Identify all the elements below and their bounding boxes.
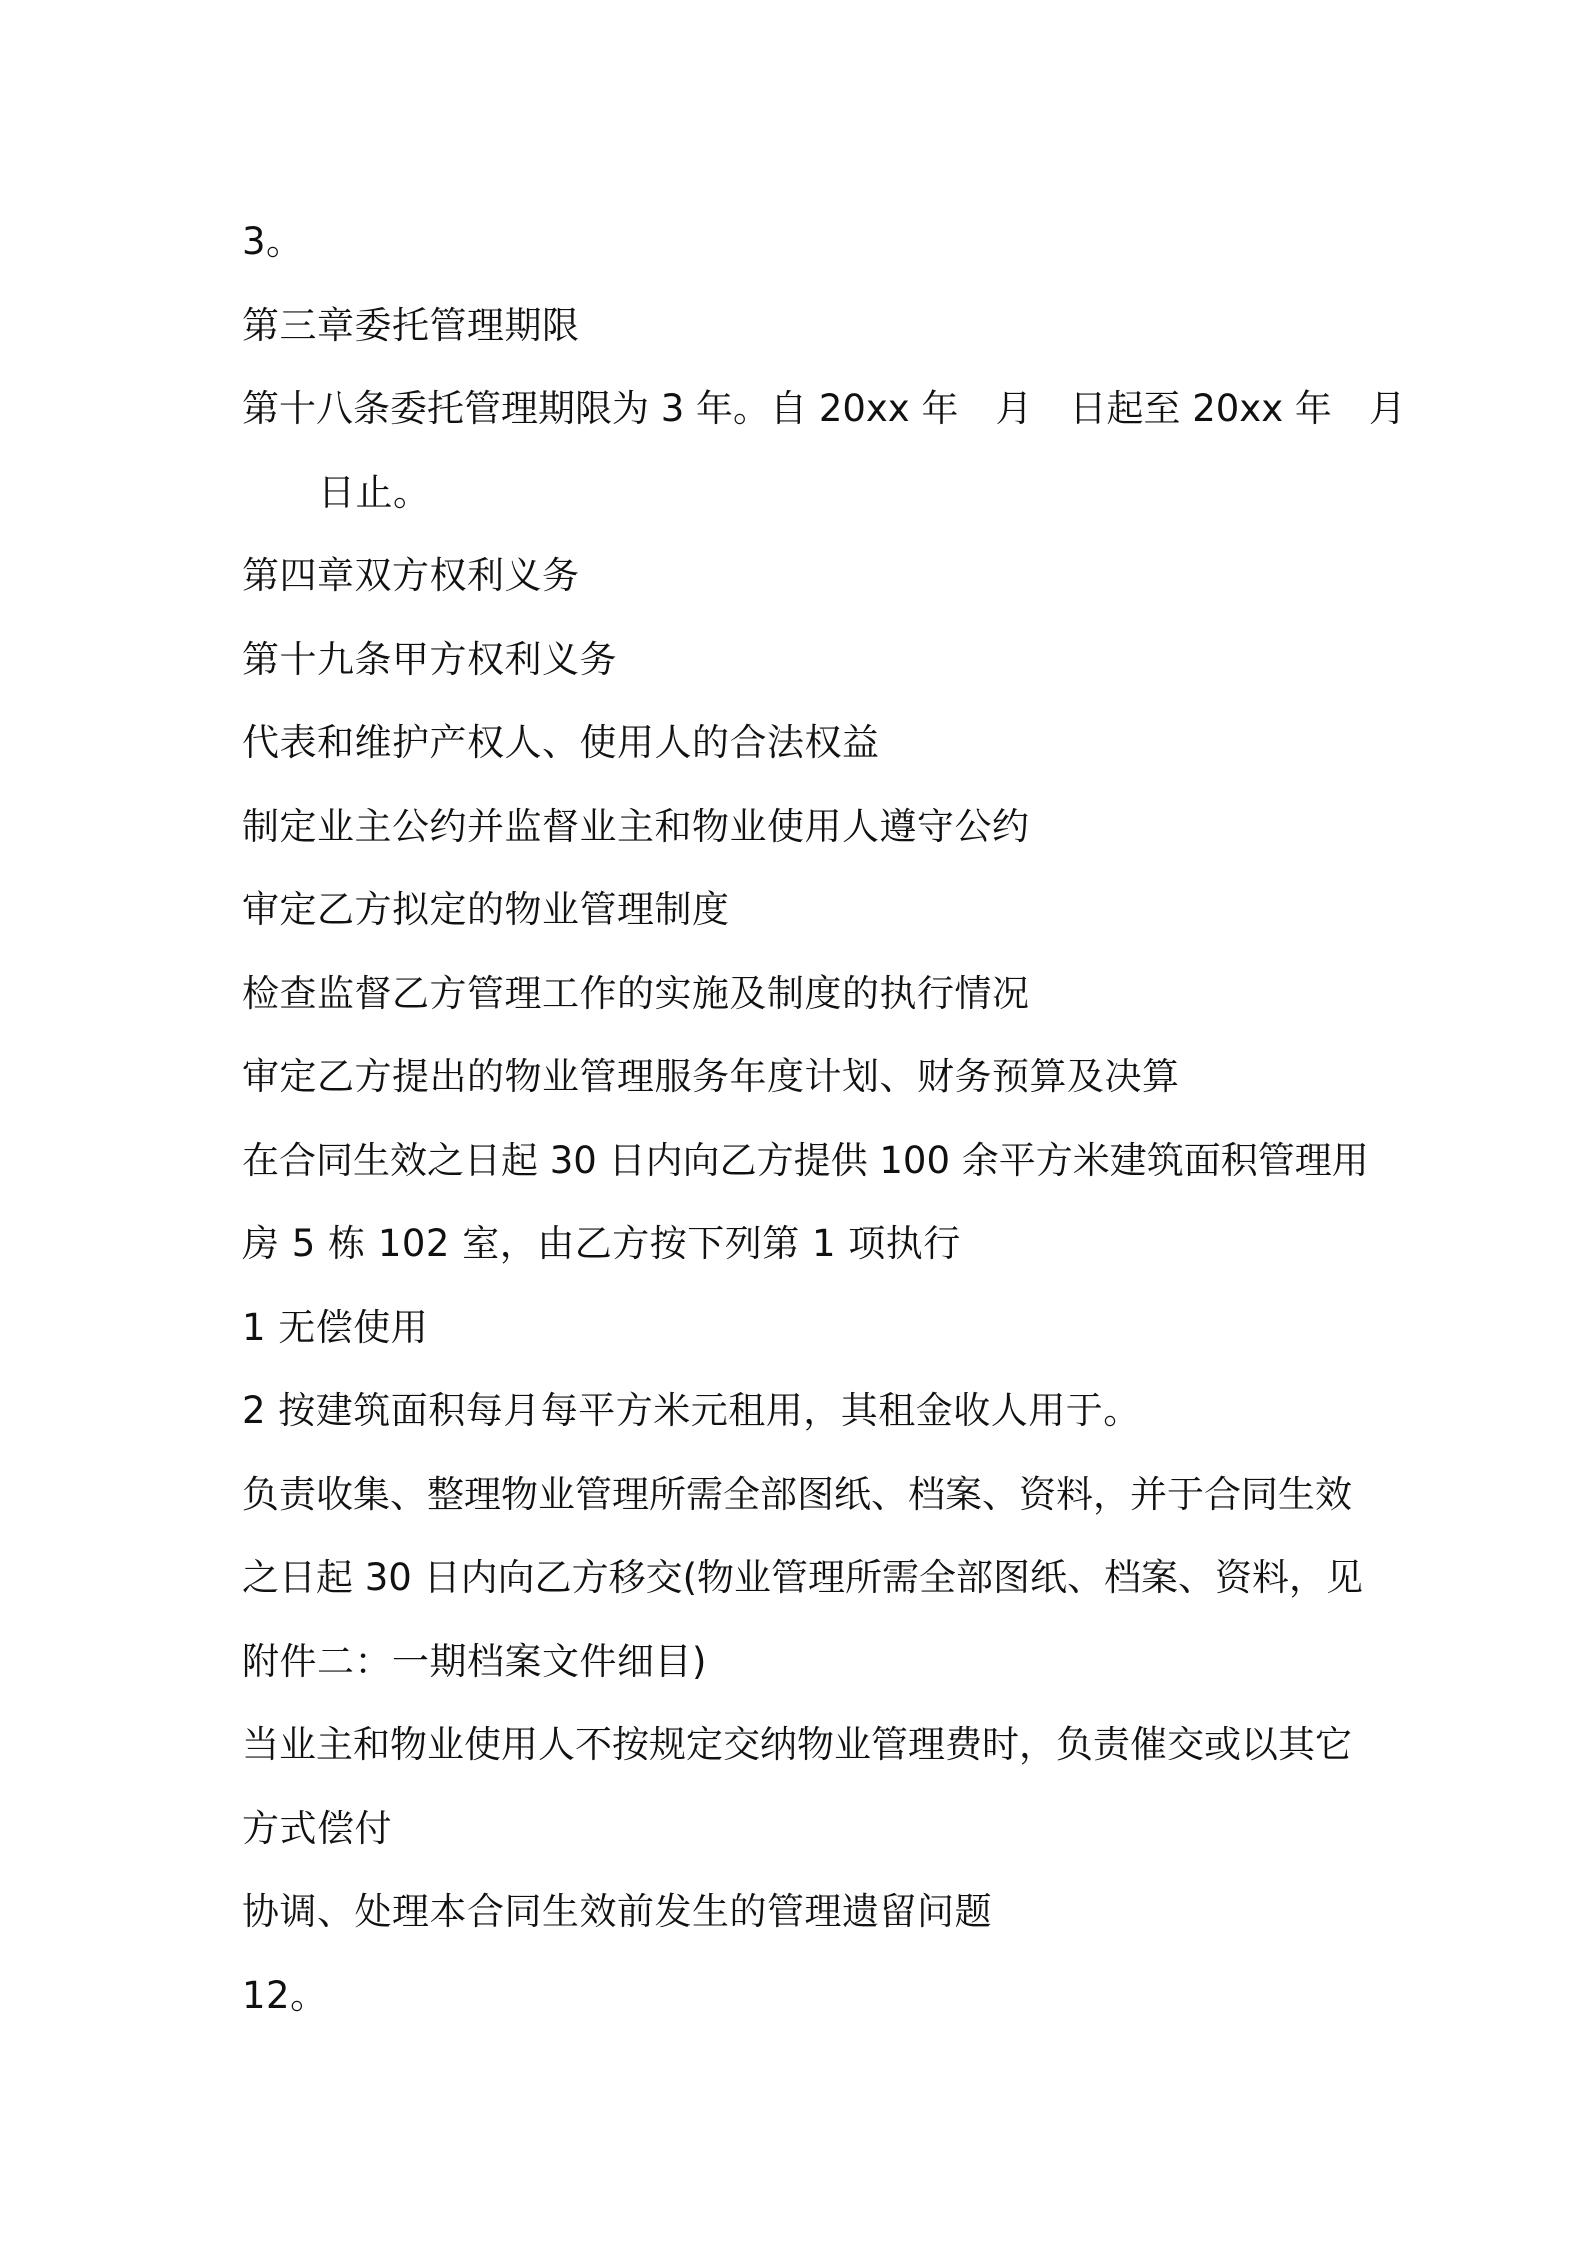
text-line: 日止。: [318, 470, 431, 514]
text-line: 审定乙方拟定的物业管理制度: [242, 888, 730, 931]
text-line: 制定业主公约并监督业主和物业使用人遵守公约: [242, 804, 1030, 848]
text-line: 之日起 30 日内向乙方移交(物业管理所需全部图纸、档案、资料，见: [242, 1556, 1364, 1599]
article-heading: 第十八条委托管理期限为 3 年。自 20xx 年 月 日起至 20xx 年 月: [242, 387, 1406, 430]
article-heading: 第十九条甲方权利义务: [242, 637, 617, 681]
text-line: 审定乙方提出的物业管理服务年度计划、财务预算及决算: [242, 1055, 1180, 1098]
text-line: 检查监督乙方管理工作的实施及制度的执行情况: [242, 971, 1030, 1015]
list-item: 1 无偿使用: [242, 1305, 429, 1349]
text-line: 3。: [242, 220, 304, 263]
text-line: 方式偿付: [242, 1806, 392, 1850]
chapter-heading: 第三章委托管理期限: [242, 303, 580, 347]
document-body: [242, 200, 1406, 2037]
text-line: 在合同生效之日起 30 日内向乙方提供 100 余平方米建筑面积管理用: [242, 1138, 1369, 1182]
list-item: 2 按建筑面积每月每平方米元租用，其租金收人用于。: [242, 1389, 1141, 1432]
text-line: 附件二：一期档案文件细目): [242, 1639, 707, 1683]
text-line: 协调、处理本合同生效前发生的管理遗留问题: [242, 1890, 992, 1933]
text-line: 当业主和物业使用人不按规定交纳物业管理费时，负责催交或以其它: [242, 1723, 1352, 1766]
chapter-heading: 第四章双方权利义务: [242, 554, 580, 597]
text-line: 代表和维护产权人、使用人的合法权益: [242, 721, 880, 764]
text-line: 12。: [242, 1973, 328, 2017]
text-line: 房 5 栋 102 室，由乙方按下列第 1 项执行: [242, 1222, 961, 1265]
text-line: 负责收集、整理物业管理所需全部图纸、档案、资料，并于合同生效: [242, 1472, 1352, 1516]
